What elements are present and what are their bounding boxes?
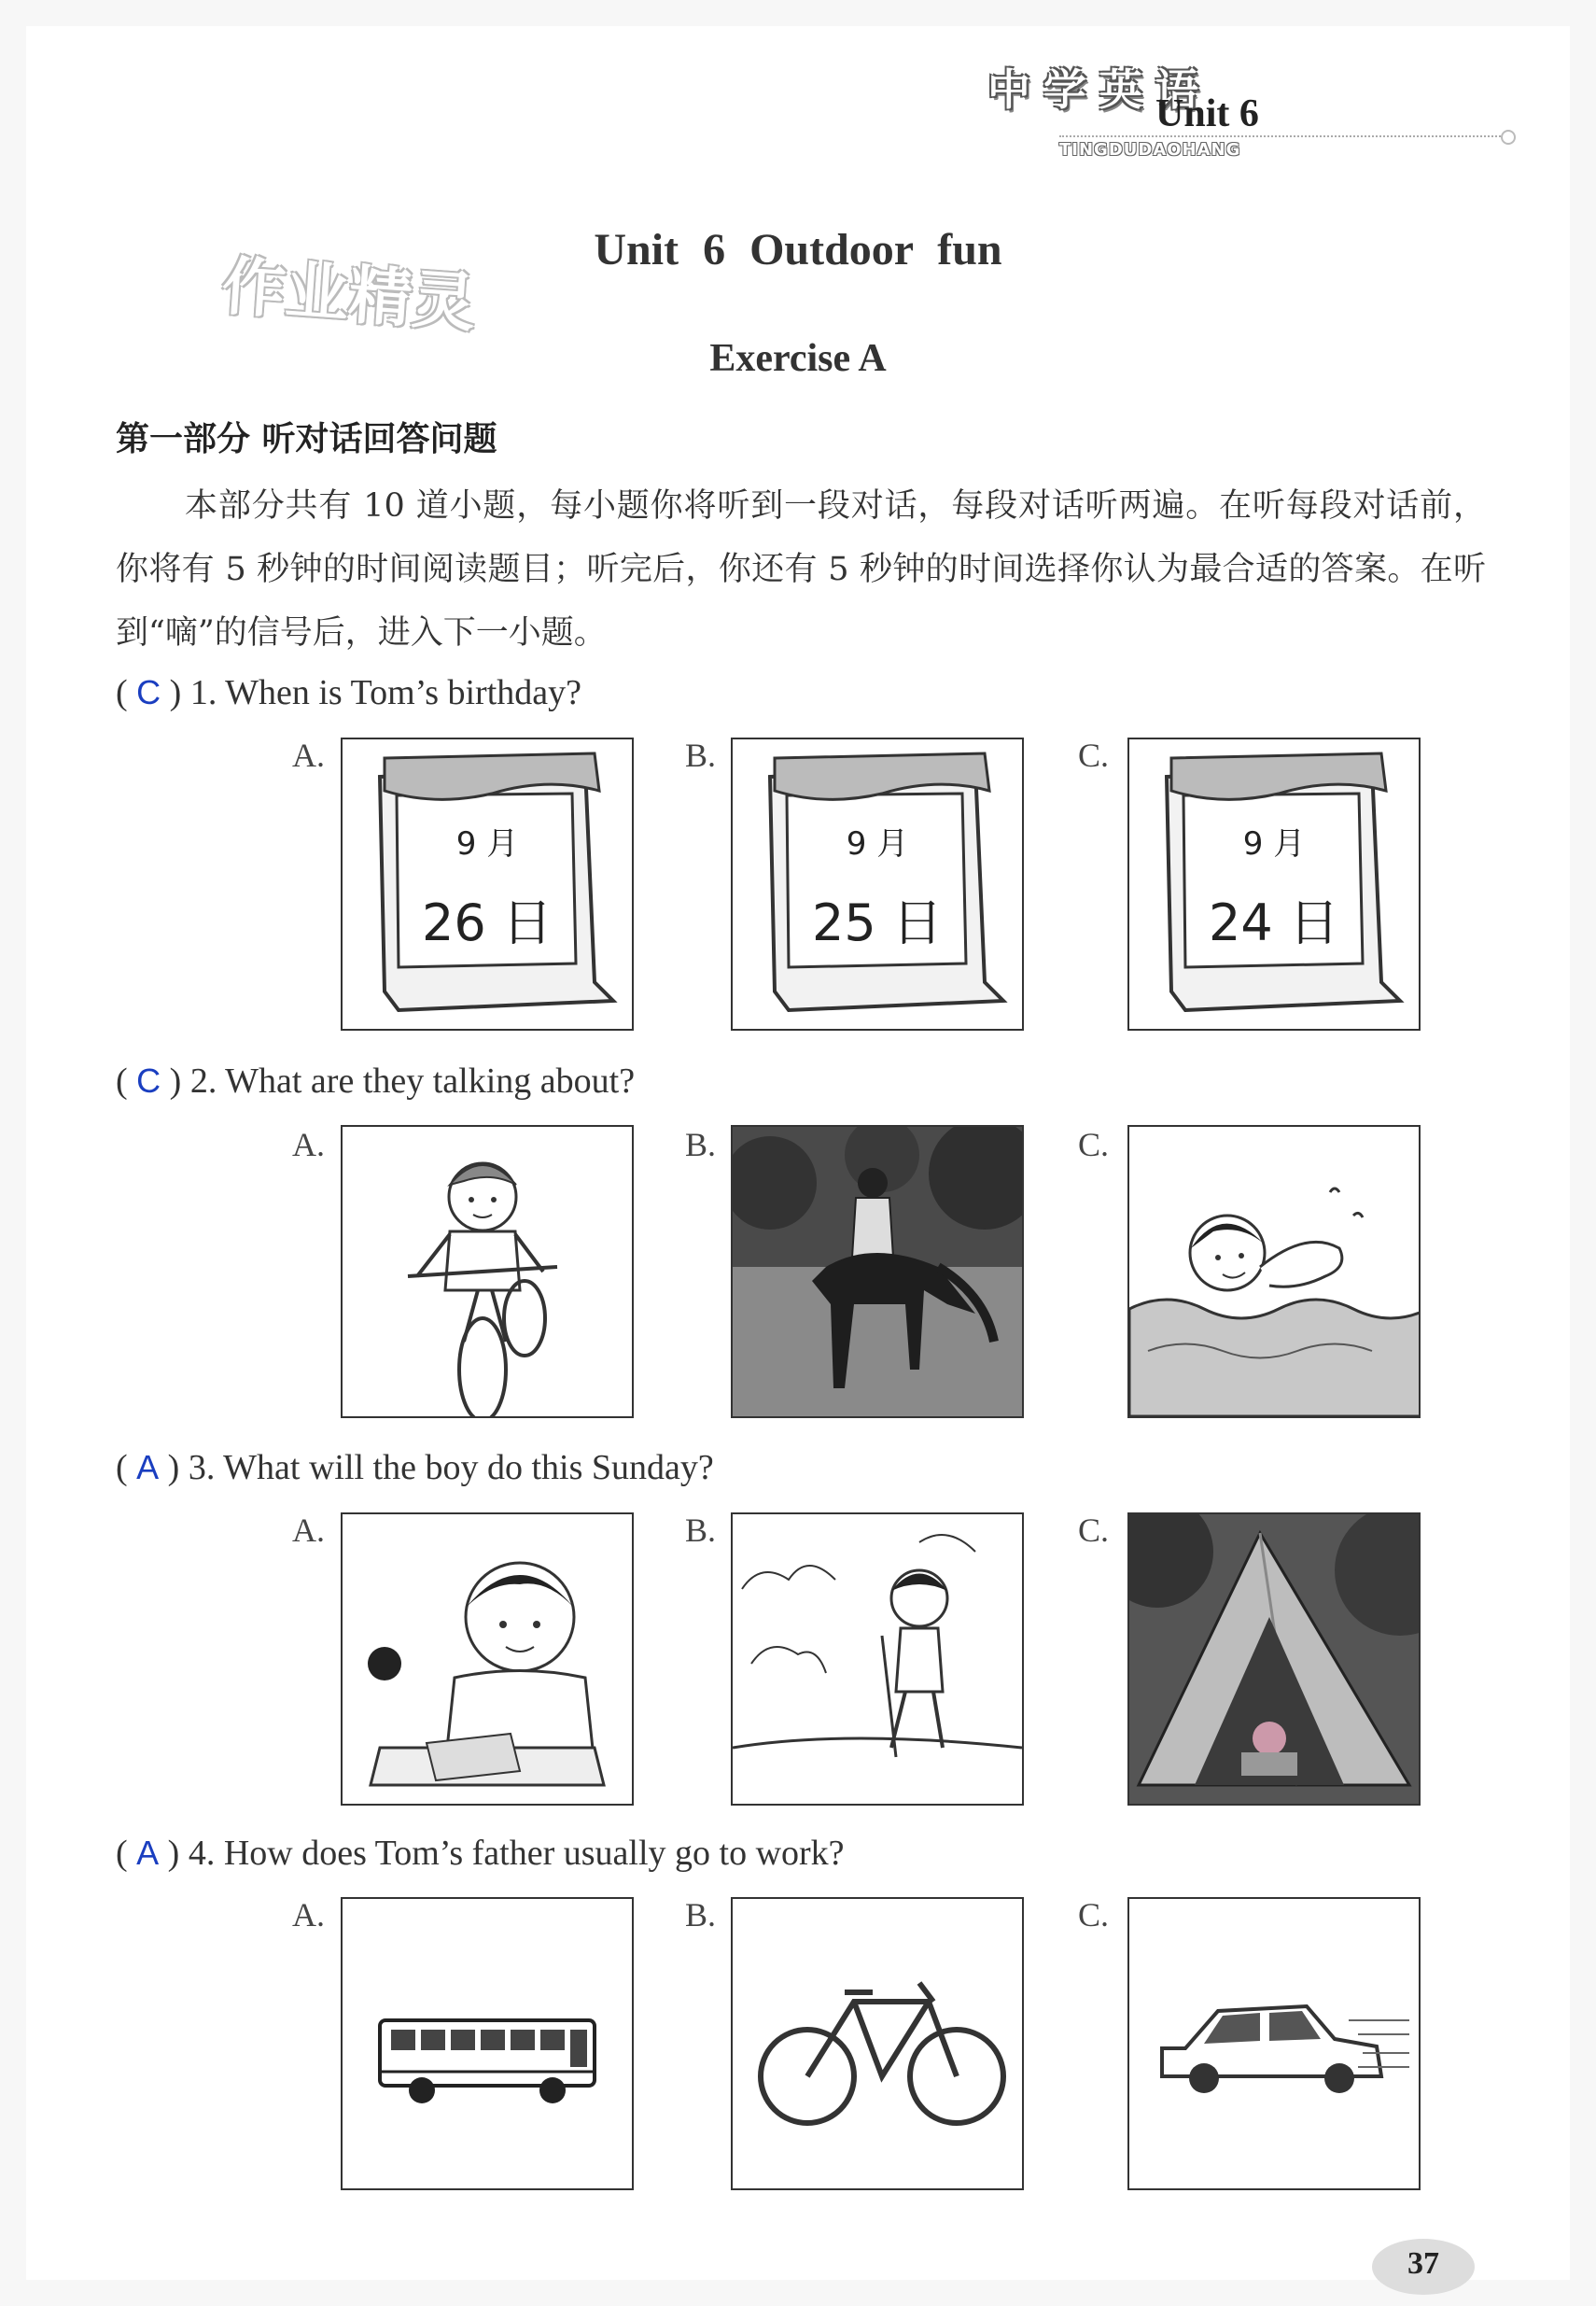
option-label-1a: A.: [292, 737, 325, 774]
boy-studying-icon: [343, 1514, 632, 1804]
option-label-4a: A.: [292, 1896, 325, 1933]
boy-swimming-icon: [1129, 1127, 1419, 1416]
car-icon: [1129, 1899, 1419, 2188]
option-label-4b: B.: [685, 1896, 717, 1933]
option-2b-picture[interactable]: [731, 1125, 1024, 1418]
option-4b-picture[interactable]: [731, 1897, 1024, 2190]
bicycle-icon: [733, 1899, 1022, 2188]
question-1-text: When is Tom’s birthday?: [225, 673, 581, 712]
option-3b-picture[interactable]: [731, 1512, 1024, 1806]
question-4: ( A ) 4. How does Tom’s father usually go to work?: [116, 1834, 845, 1873]
series-title: 中学英语: [987, 64, 1211, 115]
svg-text:25 日: 25 日: [812, 893, 943, 952]
option-label-2b: B.: [685, 1126, 717, 1163]
header-rule-end-icon: [1501, 130, 1516, 145]
option-1b-calendar[interactable]: [731, 738, 1024, 1031]
option-1a-calendar[interactable]: [341, 738, 634, 1031]
option-label-1b: B.: [685, 737, 717, 774]
option-label-2c: C.: [1078, 1126, 1110, 1163]
option-2c-picture[interactable]: [1127, 1125, 1421, 1418]
option-3c-picture[interactable]: [1127, 1512, 1421, 1806]
camping-tent-photo: [1129, 1514, 1419, 1804]
answer-4: A: [136, 1834, 160, 1872]
question-3: ( A ) 3. What will the boy do this Sunday?: [116, 1448, 714, 1487]
calendar-icon: [733, 739, 1022, 1029]
horse-riding-photo: [733, 1127, 1022, 1416]
option-4a-picture[interactable]: [341, 1897, 634, 2190]
page-number: 37: [1407, 2246, 1439, 2281]
option-label-3a: A.: [292, 1512, 325, 1549]
question-1: ( C ) 1. When is Tom’s birthday?: [116, 673, 581, 712]
exercise-title: Exercise A: [709, 337, 887, 380]
option-label-3b: B.: [685, 1512, 717, 1549]
svg-text:9 月: 9 月: [1242, 825, 1306, 863]
answer-3: A: [136, 1448, 160, 1486]
header-rule: [1059, 135, 1507, 137]
boy-hiking-icon: [733, 1514, 1022, 1804]
bus-icon: [343, 1899, 632, 2188]
option-1c-calendar[interactable]: [1127, 738, 1421, 1031]
option-label-1c: C.: [1078, 737, 1110, 774]
option-label-2a: A.: [292, 1126, 325, 1163]
svg-text:9 月: 9 月: [846, 825, 909, 863]
answer-2: C: [136, 1062, 161, 1100]
question-2: ( C ) 2. What are they talking about?: [116, 1062, 636, 1101]
option-label-3c: C.: [1078, 1512, 1110, 1549]
question-4-text: How does Tom’s father usually go to work?: [223, 1834, 845, 1873]
option-2a-picture[interactable]: [341, 1125, 634, 1418]
svg-text:26 日: 26 日: [422, 893, 553, 952]
header-unit-label: Unit 6: [1155, 92, 1259, 135]
calendar-icon: [1129, 739, 1419, 1029]
svg-text:24 日: 24 日: [1209, 893, 1339, 952]
option-4c-picture[interactable]: [1127, 1897, 1421, 2190]
option-label-4c: C.: [1078, 1896, 1110, 1933]
watermark-logo: 作业精灵: [219, 249, 479, 342]
header-sub-label: TINGDUDAOHANG: [1059, 140, 1241, 160]
instructions-paragraph: 本部分共有 10 道小题，每小题你将听到一段对话，每段对话听两遍。在听每段对话前，你将有 5 秒钟的时间阅读题目；听完后，你还有 5 秒钟的时间选择你认为最合适的答案。在听到“嘀”的信号后，进入下一小题。: [116, 487, 1486, 652]
question-3-text: What will the boy do this Sunday?: [223, 1448, 714, 1487]
option-3a-picture[interactable]: [341, 1512, 634, 1806]
boy-riding-bike-icon: [343, 1127, 632, 1416]
page-title: Unit 6 Outdoor fun: [594, 225, 1002, 274]
calendar-icon: [343, 739, 632, 1029]
section-heading: 第一部分 听对话回答问题: [116, 420, 497, 458]
question-2-text: What are they talking about?: [225, 1062, 636, 1101]
svg-text:9 月: 9 月: [455, 825, 519, 863]
answer-1: C: [136, 673, 161, 711]
